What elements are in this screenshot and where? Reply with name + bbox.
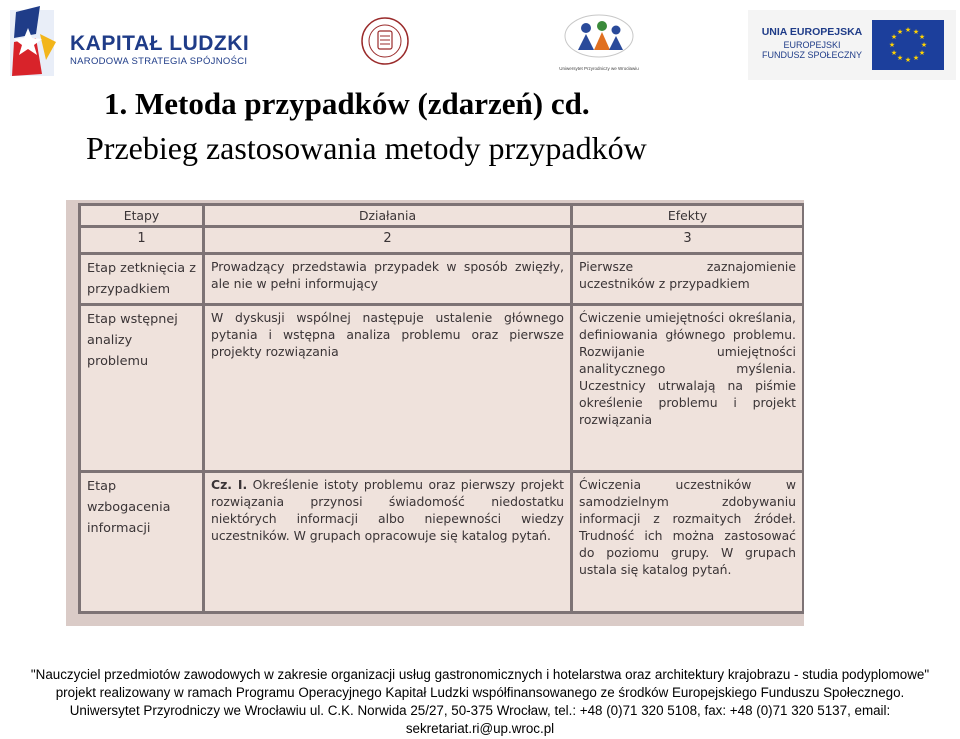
- table-row: [80, 472, 804, 613]
- slide-title: 1. Metoda przypadków (zdarzeń) cd.: [104, 86, 590, 121]
- svg-text:★: ★: [920, 41, 928, 49]
- people-figures-icon: [558, 10, 640, 58]
- university-logo: [554, 10, 644, 76]
- kapital-ludzki-logo: [6, 4, 250, 82]
- stage-cell: Etap wstępnej analizy problemu: [80, 305, 204, 472]
- footer: [0, 666, 960, 738]
- footer-address: Uniwersytet Przyrodniczy we Wrocławiu ul. C.K. Norwida 25/27, 50-375 Wrocław, tel.: +48 (0)71 320 5108, fax: +48 (0)71 320 5137, email:: [69, 703, 891, 718]
- svg-text:★: ★: [890, 49, 898, 57]
- svg-text:★: ★: [904, 26, 912, 34]
- actions-text: Określenie istoty problemu oraz pierwszy projekt rozwiązania przynosi świadomość niedostatku niektórych informacji albo niepewności wiedzy uczestników. W grupach opracowuje się katalog pytań.: [211, 477, 564, 543]
- eu-line-3: FUNDUSZ SPOŁECZNY: [761, 50, 862, 60]
- university-logo-caption: Uniwersytet Przyrodniczy we Wrocławiu: [559, 66, 639, 71]
- eu-line-2: EUROPEJSKI: [783, 40, 841, 50]
- eu-line-1: UNIA EUROPEJSKA: [761, 26, 863, 38]
- footer-project-name: "Nauczyciel przedmiotów zawodowych w zakresie organizacji usług gastronomicznych i hotelarstwa oraz architektury krajobrazu - studia podyplomowe": [30, 667, 930, 682]
- part-one-label: Cz. I.: [211, 477, 248, 492]
- university-seal-icon: [360, 16, 410, 66]
- eu-logo: [748, 10, 956, 80]
- scanned-table-image: [66, 200, 804, 626]
- table-row: [80, 305, 804, 472]
- stage-cell: Etap zetknięcia z przypadkiem: [80, 254, 204, 305]
- header-actions: Działania: [204, 205, 572, 227]
- svg-text:★: ★: [912, 28, 920, 36]
- svg-text:★: ★: [904, 56, 912, 64]
- effects-cell: Ćwiczenie umiejętności określania, definiowania głównego problemu. Rozwijanie umiejętności analitycznego myślenia. Uczestnicy utrwalają na piśmie określenie problemu i projekt rozwiązania: [572, 305, 804, 472]
- svg-text:★: ★: [896, 28, 904, 36]
- header-effects: Efekty: [572, 205, 804, 227]
- table-row: [80, 254, 804, 305]
- svg-text:★: ★: [890, 33, 898, 41]
- column-number: 3: [572, 227, 804, 254]
- table-header-row: [80, 205, 804, 227]
- kapital-ludzki-subtitle: NARODOWA STRATEGIA SPÓJNOŚCI: [70, 56, 248, 67]
- svg-text:★: ★: [918, 49, 926, 57]
- case-method-table: [78, 203, 804, 614]
- svg-text:★: ★: [896, 54, 904, 62]
- column-number: 2: [204, 227, 572, 254]
- actions-cell: W dyskusji wspólnej następuje ustalenie głównego pytania i wstępna analiza problemu oraz pierwsze projekty rozwiązania: [204, 305, 572, 472]
- stage-cell: Etap wzbogacenia informacji: [80, 472, 204, 613]
- actions-cell: Prowadzący przedstawia przypadek w sposób zwięzły, ale nie w pełni informujący: [204, 254, 572, 305]
- slide-subtitle: Przebieg zastosowania metody przypadków: [86, 130, 647, 166]
- kapital-ludzki-title: KAPITAŁ LUDZKI: [70, 32, 250, 55]
- svg-text:★: ★: [888, 41, 896, 49]
- svg-text:★: ★: [918, 33, 926, 41]
- kapital-ludzki-star-icon: [6, 4, 60, 80]
- effects-cell: Pierwsze zaznajomienie uczestników z przypadkiem: [572, 254, 804, 305]
- effects-cell: Ćwiczenia uczestników w samodzielnym zdobywaniu informacji z rozmaitych źródeł. Trudność ich można zastosować do poziomu grupy. W grupach ustala się katalog pytań.: [572, 472, 804, 613]
- footer-email: sekretariat.ri@up.wroc.pl: [405, 721, 555, 736]
- svg-text:★: ★: [912, 54, 920, 62]
- header-stages: Etapy: [80, 205, 204, 227]
- column-number: 1: [80, 227, 204, 254]
- actions-cell: [204, 472, 572, 613]
- table-number-row: [80, 227, 804, 254]
- eu-flag-icon: [872, 20, 944, 70]
- footer-program: projekt realizowany w ramach Programu Operacyjnego Kapitał Ludzki współfinansowanego ze środków Europejskiego Funduszu Społecznego.: [55, 685, 905, 700]
